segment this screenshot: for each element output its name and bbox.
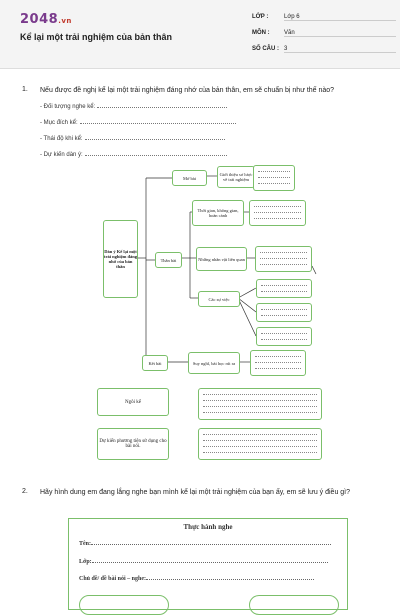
practice-name-field[interactable]: Tên: [79, 541, 331, 547]
intro-node: Mở bài [172, 170, 207, 186]
meta-question-count: SỐ CÂU : 3 [252, 46, 282, 52]
question-2-text: Hãy hình dung em đang lắng nghe bạn mình kể lại một trải nghiệm của bạn ấy, em sẽ lưu ý điều gì? [40, 489, 351, 496]
intro-answer-lines[interactable] [253, 165, 295, 191]
practice-bubble-left [79, 595, 169, 615]
body-note-events: Các sự việc [198, 291, 240, 307]
q1-item-purpose: - Mục đích kể: [40, 118, 236, 126]
media-box: Dự kiến phương tiện sử dụng cho bài nói. [97, 428, 169, 460]
conclusion-answer-lines[interactable] [250, 350, 306, 376]
question-2-number: 2. [22, 488, 28, 495]
event-answer-lines-2[interactable] [256, 303, 312, 322]
q1-item-attitude: - Thái độ khi kể: [40, 134, 225, 142]
setting-answer-lines[interactable] [249, 200, 306, 226]
q1-item-outline: - Dự kiến dàn ý: [40, 150, 227, 158]
meta-subject: MÔN : Văn [252, 30, 282, 36]
q1-item-audience: - Đối tượng nghe kể: [40, 102, 227, 110]
media-answer-lines[interactable] [198, 428, 322, 460]
question-1-number: 1. [22, 86, 28, 93]
practice-topic-field[interactable]: Chủ đề/ đề bài nói – nghe: [79, 576, 314, 582]
document-title: Kể lại một trải nghiệm của bản thân [20, 32, 173, 42]
outline-root: Dàn ý Kể lại một trải nghiệm đáng nhớ của bản thân [103, 220, 138, 298]
practice-title: Thực hành nghe [183, 523, 233, 531]
narrator-box: Ngôi kể [97, 388, 169, 416]
conclusion-node: Kết bài [142, 355, 168, 371]
conclusion-note: Suy nghĩ, bài học rút ra [188, 352, 240, 374]
body-note-setting: Thời gian, không gian, hoàn cảnh [192, 200, 244, 226]
event-answer-lines-1[interactable] [256, 279, 312, 298]
practice-class-field[interactable]: Lớp: [79, 559, 328, 565]
practice-bubble-right [249, 595, 339, 615]
narrator-answer-lines[interactable] [198, 388, 322, 420]
intro-note: Giới thiệu sơ lược về trải nghiệm [217, 166, 255, 188]
body-note-characters: Những nhân vật liên quan [196, 247, 247, 271]
body-node: Thân bài [155, 252, 182, 268]
question-1-text: Nếu được đề nghị kể lại một trải nghiệm đáng nhớ của bản thân, em sẽ chuẩn bị như thế nào? [40, 87, 335, 94]
site-logo[interactable]: 2048.vn [20, 12, 72, 27]
characters-answer-lines[interactable] [255, 246, 312, 272]
event-answer-lines-3[interactable] [256, 327, 312, 346]
meta-class: LỚP : Lớp 6 [252, 14, 282, 20]
listening-practice-form [68, 518, 348, 610]
